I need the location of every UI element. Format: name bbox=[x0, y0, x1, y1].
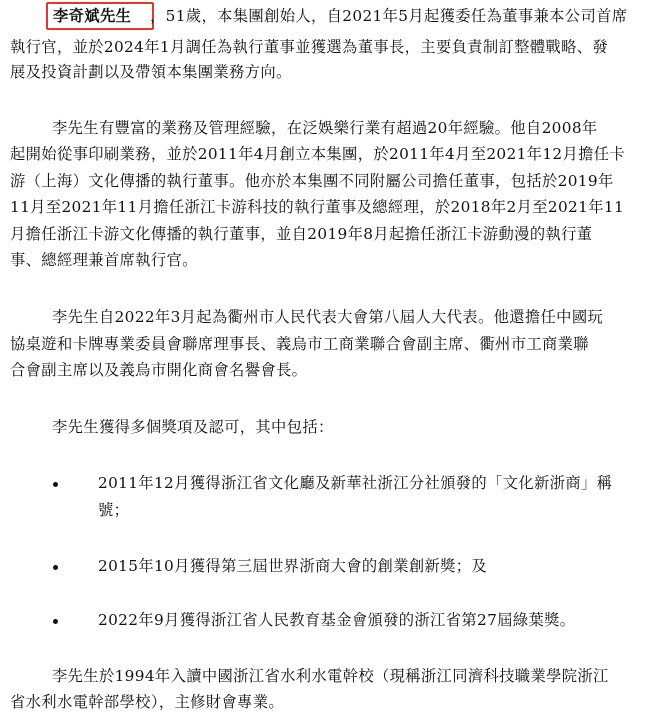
p2-line-2: 起開始從事印刷業務，並於2011年4月創立本集團，於2011年4月至2021年12月擔任卡 bbox=[10, 145, 626, 163]
director-name: 李奇斌先生 bbox=[53, 7, 132, 25]
award-3-line-1: 2022年9月獲得浙江省人民教育基金會頒發的浙江省第27屆綠葉獎。 bbox=[98, 611, 576, 629]
award-1-line-2: 號； bbox=[98, 501, 130, 519]
p3-line-3: 合會副主席以及義烏市開化商會名譽會長。 bbox=[10, 361, 308, 379]
p1-line-2: 執行官，並於2024年1月調任為執行董事並獲選為董事長，主要負責制訂整體戰略、發 bbox=[10, 38, 609, 56]
award-1-line-1: 2011年12月獲得浙江省文化廳及新華社浙江分社頒發的「文化新浙商」稱 bbox=[98, 474, 613, 492]
p2-line-1: 李先生有豐富的業務及管理經驗，在泛娛樂行業有超過20年經驗。他自2008年 bbox=[52, 119, 598, 137]
bullet-dot bbox=[53, 619, 58, 624]
p2-line-4: 11月至2021年11月擔任浙江卡游科技的執行董事及總經理，於2018年2月至2021年11 bbox=[10, 198, 625, 216]
p2-line-6: 事、總經理兼首席執行官。 bbox=[10, 251, 198, 269]
p5-line-1: 李先生於1994年入讀中國浙江省水利水電幹校（現稱浙江同濟科技職業學院浙江 bbox=[52, 667, 609, 685]
bullet-dot bbox=[53, 482, 58, 487]
p3-line-1: 李先生自2022年3月起為衢州市人民代表大會第八屆人大代表。他還擔任中國玩 bbox=[52, 308, 604, 326]
p1-line-1: ，51歲，本集團創始人，自2021年5月起獲委任為董事兼本公司首席 bbox=[150, 7, 628, 25]
p5-line-2: 省水利水電幹部學校），主修財會專業。 bbox=[10, 693, 284, 711]
p4-line-1: 李先生獲得多個獎項及認可，其中包括： bbox=[52, 418, 334, 436]
p3-line-2: 協桌遊和卡牌專業委員會聯席理事長、義烏市工商業聯合會副主席、衢州市工商業聯 bbox=[10, 335, 589, 353]
p1-line-3: 展及投資計劃以及帶領本集團業務方向。 bbox=[10, 63, 292, 81]
award-2-line-1: 2015年10月獲得第三屆世界浙商大會的創業創新獎；及 bbox=[98, 557, 488, 575]
p2-line-3: 游（上海）文化傳播的執行董事。他亦於本集團不同附屬公司擔任董事，包括於2019年 bbox=[10, 172, 614, 190]
p2-line-5: 月擔任浙江卡游文化傳播的執行董事，並自2019年8月起擔任浙江卡游動漫的執行董 bbox=[10, 225, 593, 243]
bullet-dot bbox=[53, 565, 58, 570]
